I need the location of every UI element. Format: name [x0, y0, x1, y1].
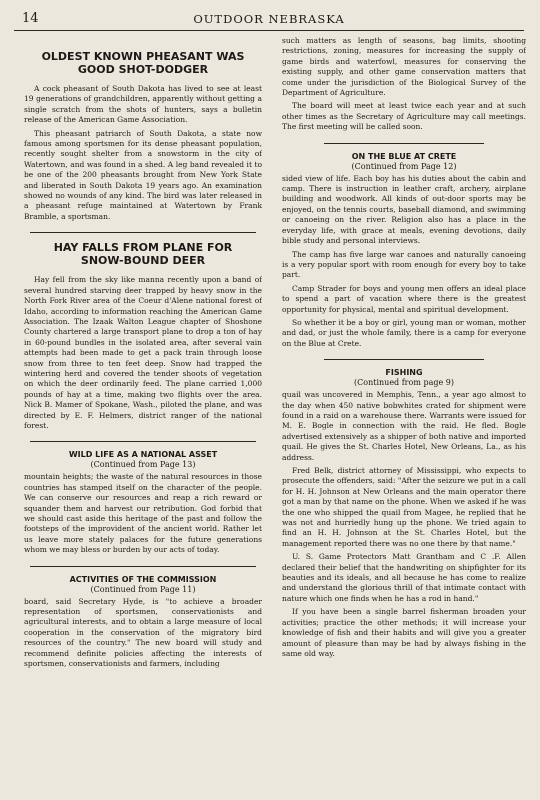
- paragraph: quail was uncovered in Memphis, Tenn., a year ago almost to the day when 450 native bobwhites crated for shipment were found in a raid on a warehouse there. Warrants were issued for M. E. Bogle in connection with the raid. He fled. Bogle advertised extensively as a shipper of both native and imported quail. He gives the St. Charles Hotel, New Orleans, La., as his address.: [282, 390, 526, 462]
- article-title: [24, 50, 262, 76]
- paragraph: So whether it be a boy or girl, young man or woman, mother and dad, or just the whole family, there is a camp for everyone on the Blue at Crete.: [282, 317, 526, 348]
- paragraph: The board will meet at least twice each year and at such other times as the Secretary of Agriculture may call meetings. The first meeting will be called soon.: [282, 101, 526, 132]
- divider: [30, 441, 256, 442]
- page-number: 14: [22, 11, 39, 26]
- article-title: [24, 241, 262, 267]
- publication-title: OUTDOOR NEBRASKA: [193, 12, 345, 26]
- divider: [30, 566, 256, 567]
- continued-note: (Continued from page 9): [354, 378, 454, 388]
- article-title: FISHING: [385, 368, 423, 378]
- title-line: OLDEST KNOWN PHEASANT WAS: [41, 50, 245, 63]
- article-pheasant: [24, 50, 262, 222]
- divider: [324, 143, 484, 144]
- divider: [30, 232, 256, 233]
- article-title: ACTIVITIES OF THE COMMISSION: [69, 574, 217, 584]
- continued-note: (Continued from Page 13): [90, 460, 196, 470]
- paragraph: If you have been a single barrel fisherman broaden your activities; practice the other methods; it will increase your knowledge of fish and their habits and will give you a greater amount of pleasure than may be had by always fishing in the same old way.: [282, 607, 526, 658]
- article-title: WILD LIFE AS A NATIONAL ASSET: [68, 450, 218, 460]
- article-crete: [282, 152, 526, 350]
- paragraph: mountain heights; the waste of the natural resources in those countries has stamped itself on the character of the people. We can conserve our resources and reap a rich reward or squander them and harvest our retribution. God forbid that we should cast aside this heritage of the past and follow the footsteps of the improvident of the ancient world. Rather let us leave more stately palaces for the future generations whom we may bless or burden by our acts of today.: [24, 472, 262, 555]
- paragraph: sided view of life. Each boy has his duties about the cabin and camp. There is instruction in leather craft, archery, airplane building and woodwork. All kinds of out-door sports may be enjoyed, on the tennis courts, baseball diamond, and swimming or canoeing on the river. Religion also has a place in the everyday life, with grace at meals, evening devotions, daily bible study and personal interviews.: [282, 173, 526, 246]
- paragraph: Camp Strader for boys and young men offers an ideal place to spend a part of vacation where there is the greatest opportunity for physical, mental and spiritual development.: [282, 283, 526, 314]
- title-line: GOOD SHOT-DODGER: [77, 63, 209, 76]
- paragraph: such matters as length of seasons, bag limits, shooting restrictions, zoning, measures for increasing the supply of game birds and waterfowl, measures for conserving the existing supply, and other game conservation matters that come under the jurisdiction of the Biological Survey of the Department of Agriculture.: [282, 36, 526, 98]
- paragraph: This pheasant patriarch of South Dakota, a state now famous among sportsmen for its dense pheasant population, recently sought shelter from a snowstorm in the city of Watertown, and was found in a shed. A leg band revealed it to be one of the 200 pheasants brought from New York State and liberated in South Dakota 19 years ago. An examination showed no wounds of any kind. The bird was later released in a pheasant refuge maintained at Watertown by Frank Bramble, a sportsman.: [24, 128, 262, 221]
- continued-note: (Continued from Page 11): [90, 584, 196, 594]
- article-fishing: [282, 368, 526, 659]
- paragraph: A cock pheasant of South Dakota has lived to see at least 19 generations of grandchildren, apparently without getting a single scratch from the shots of hunters, says a bulletin release of the American Game Association.: [24, 84, 262, 125]
- page-header: [14, 4, 524, 31]
- left-column: [24, 36, 262, 796]
- title-line: HAY FALLS FROM PLANE FOR: [53, 241, 233, 255]
- right-column: [282, 36, 526, 796]
- article-title: ON THE BLUE AT CRETE: [351, 151, 457, 161]
- paragraph: Fred Belk, district attorney of Mississippi, who expects to prosecute the offenders, said: "After the seizure we put in a call for H. H. Johnson at New Orleans and the main operator there got a man by that name on the phone. When we asked if he was the one who shipped the quail from Magee, he replied that he was not and hurriedly hung up the phone. We tried again to find an H. H. Johnson at the St. Charles Hotel, but the management reported there was no one there by that name.": [282, 466, 526, 548]
- paragraph: Hay fell from the sky like manna recently upon a band of several hundred starving deer trapped by heavy snow in the North Fork River area of the Coeur d'Alene national forest of Idaho, according to information reaching the American Game Association. The Izaak Walton League chapter of Shoshone County chartered a large transport plane to drop a ton of hay in 60-pound bundles in the isolated area, after several vain attempts had been made to get a pack train through loose snow from three to ten feet deep. Snow had trapped the wintering herd and covered the tender shoots of vegetation on which the deer ordinarily feed. The plane carried 1,000 pounds of hay at a time, making two flights over the area. Nick B. Mamer of Spokane, Wash., piloted the plane, and was directed by E. F. Helmers, district ranger of the national forest.: [24, 275, 262, 430]
- paragraph: U. S. Game Protectors Matt Grantham and C .F. Allen declared their belief that the handwriting on shipfighter for its beauties and its ideals, and all because he has come to realize and understand the glorious thrill of that intimate contact with nature which one finds when he has a rod in hand.": [282, 552, 526, 603]
- title-line: SNOW-BOUND DEER: [80, 254, 206, 268]
- divider: [324, 359, 484, 360]
- article-commission: [24, 575, 262, 670]
- article-wildlife: [24, 450, 262, 555]
- article-hay: [24, 241, 262, 431]
- article-commission-continued: [282, 36, 526, 133]
- paragraph: The camp has five large war canoes and naturally canoeing is a very popular sport with room enough for every boy to take part.: [282, 249, 526, 280]
- continued-note: (Continued from Page 12): [351, 161, 457, 171]
- paragraph: board, said Secretary Hyde, is "to achieve a broader representation of sportsmen, conservationists and agricultural interests, and to obtain a large measure of local cooperation in the conservation of the migratory bird resources of the country." The new board will study and recommend definite policies affecting the interests of sportsmen, conservationists and farmers, including: [24, 596, 262, 669]
